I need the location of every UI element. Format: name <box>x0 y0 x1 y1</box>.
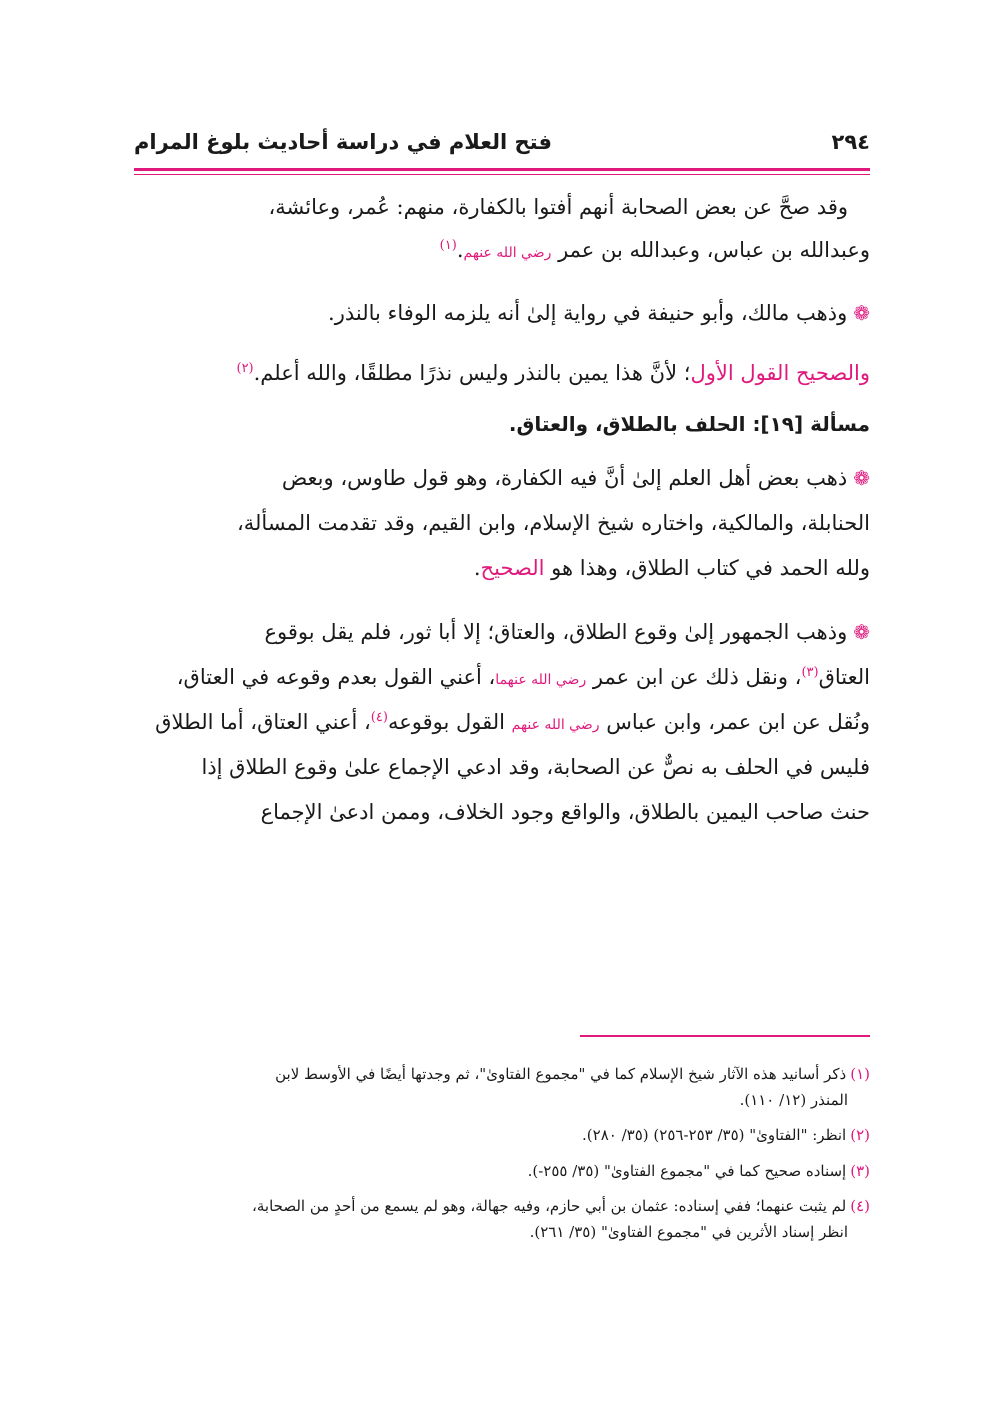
jumhur-line <box>134 610 870 655</box>
footnote-ref-2[interactable]: (٢) <box>236 361 254 377</box>
issue-heading <box>134 412 870 436</box>
footnote-text: لم يثبت عنهما؛ ففي إسناده: عثمان بن أبي حازم، وفيه جهالة، وهو لم يسمع من أحدٍ من الصحابة، <box>252 1197 847 1215</box>
jumhur-text-3c: ، أعني العتاق، أما الطلاق <box>155 709 371 734</box>
malik-text: وذهب مالك، وأبو حنيفة في رواية إلىٰ أنه يلزمه الوفاء بالنذر. <box>328 301 848 326</box>
flower-ornament-icon: ❁ <box>853 466 870 491</box>
jumhur-paragraph <box>134 610 870 836</box>
footnote-marker: (١) <box>850 1065 870 1083</box>
footnote-marker: (٣) <box>850 1161 870 1180</box>
kaffara-line <box>134 501 870 546</box>
footnote-1 <box>134 1062 870 1113</box>
honorific-icon: رضي الله عنهما <box>495 671 587 688</box>
footnote-marker: (٤) <box>850 1197 870 1215</box>
footnote-4 <box>134 1194 870 1245</box>
footnote-ref-1[interactable]: (١) <box>439 238 457 254</box>
issue-title: الحلف بالطلاق، والعتاق. <box>508 412 746 437</box>
honorific-icon: رضي الله عنهم <box>463 245 552 262</box>
header-rule-thick <box>134 168 870 171</box>
intro-text-1: وقد صحَّ عن بعض الصحابة أنهم أفتوا بالكفارة، منهم: عُمر، وعائشة، <box>268 195 848 219</box>
book-title: فتح العلام في دراسة أحاديث بلوغ المرام <box>134 130 552 154</box>
jumhur-text-2c: ، أعني القول بعدم وقوعه في العتاق، <box>176 664 496 689</box>
footnote-marker: (٢) <box>850 1126 870 1144</box>
sahih-line <box>134 352 870 394</box>
intro-line <box>134 186 870 229</box>
sahih-paragraph <box>134 352 870 394</box>
footnote-text: إسناده صحيح كما في "مجموع الفتاوىٰ" (٣٥/ ٢٥٥-). <box>527 1161 847 1180</box>
jumhur-text-5: حنث صاحب اليمين بالطلاق، والواقع وجود الخلاف، وممن ادعىٰ الإجماع <box>260 800 870 825</box>
flower-ornament-icon: ❁ <box>853 619 870 644</box>
footnote-3 <box>134 1159 870 1185</box>
honorific-icon: رضي الله عنهم <box>511 716 600 733</box>
jumhur-text-4: فليس في الحلف به نصٌّ عن الصحابة، وقد ادعي الإجماع علىٰ وقوع الطلاق إذا <box>201 754 870 779</box>
footnotes <box>134 1062 870 1255</box>
footnote-text: انظر: "الفتاوىٰ" (٣٥/ ٢٥٣-٢٥٦) (٣٥/ ٢٨٠). <box>582 1126 847 1144</box>
footnote-cont: المنذر (١٢/ ١١٠). <box>739 1090 848 1109</box>
footnote-separator <box>580 1035 870 1037</box>
jumhur-text-3a: ونُقل عن ابن عمر، وابن عباس <box>606 709 870 734</box>
page-number: ٢٩٤ <box>831 130 870 154</box>
header-rule-thin <box>134 174 870 175</box>
sahih-highlight: والصحيح القول الأول <box>690 361 870 386</box>
footnote-text: ذكر أسانيد هذه الآثار شيخ الإسلام كما في "مجموع الفتاوىٰ"، ثم وجدتها أيضًا في الأوسط لابن <box>275 1065 847 1083</box>
kaffara-text-3: ولله الحمد في كتاب الطلاق، وهذا هو <box>551 556 870 581</box>
page-body <box>134 186 870 853</box>
footnote-2 <box>134 1123 870 1149</box>
footnote-cont: انظر إسناد الأثرين في "مجموع الفتاوىٰ" (٣٥/ ٢٦١). <box>529 1222 848 1241</box>
footnote-ref-4[interactable]: (٤) <box>370 709 388 725</box>
kaffara-line <box>134 456 870 501</box>
jumhur-line <box>134 790 870 835</box>
intro-paragraph <box>134 186 870 272</box>
flower-ornament-icon: ❁ <box>853 301 870 326</box>
kaffara-line <box>134 546 870 591</box>
kaffara-paragraph <box>134 456 870 591</box>
malik-line <box>134 292 870 334</box>
jumhur-text-2b: ، ونقل ذلك عن ابن عمر <box>592 664 802 689</box>
intro-line: وعبدالله بن عباس، وعبدالله بن عمر رضي الله عنهم.$^{(١)}$ <box>439 238 870 263</box>
jumhur-text-3b: القول بوقوعه <box>387 709 512 734</box>
kaffara-text-1: ذهب بعض أهل العلم إلىٰ أنَّ فيه الكفارة، وهو قول طاوس، وبعض <box>281 466 848 491</box>
issue-number: مسألة [١٩]: <box>752 412 870 437</box>
jumhur-line <box>134 745 870 790</box>
intro-text-2: وعبدالله بن عباس، وعبدالله بن عمر <box>558 238 870 263</box>
sahih-text: ؛ لأنَّ هذا يمين بالنذر وليس نذرًا مطلقًا، والله أعلم. <box>253 361 691 386</box>
running-header <box>134 122 870 162</box>
kaffara-end: . <box>473 556 481 581</box>
kaffara-text-2: الحنابلة، والمالكية، واختاره شيخ الإسلام، وابن القيم، وقد تقدمت المسألة، <box>236 511 870 536</box>
jumhur-line <box>134 655 870 700</box>
malik-paragraph <box>134 292 870 334</box>
footnote-ref-3[interactable]: (٣) <box>801 664 819 680</box>
sahih-word: الصحيح <box>480 556 545 581</box>
jumhur-text-1: وذهب الجمهور إلىٰ وقوع الطلاق، والعتاق؛ إلا أبا ثور، فلم يقل بوقوع <box>264 619 848 644</box>
jumhur-text-2a: العتاق <box>818 664 870 689</box>
jumhur-line <box>134 700 870 745</box>
